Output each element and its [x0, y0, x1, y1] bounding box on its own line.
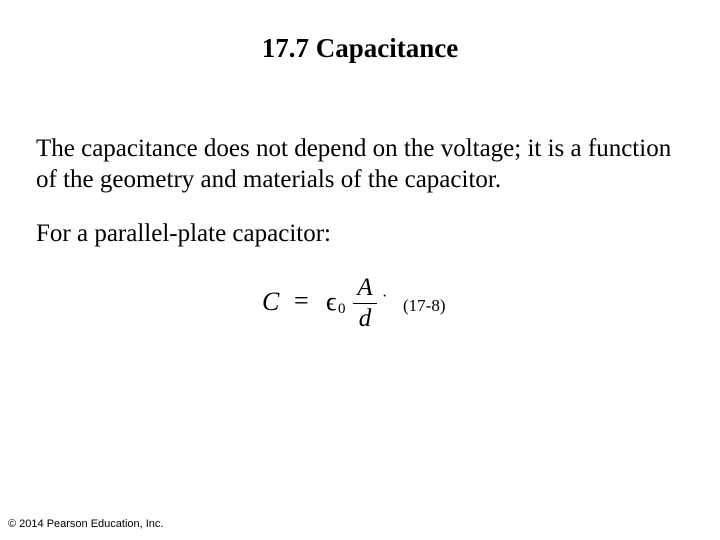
equation-numerator: A: [357, 274, 373, 301]
equation-denominator: d: [358, 305, 372, 332]
equation-lhs: C: [262, 287, 280, 316]
equation-equals: =: [294, 286, 309, 315]
parallel-plate-intro: For a parallel-plate capacitor:: [36, 220, 331, 247]
equation-trailing-dot: ·: [382, 288, 388, 305]
copyright-notice: © 2014 Pearson Education, Inc.: [8, 518, 164, 530]
equation-fraction-bar: [353, 303, 377, 304]
slide-title: 17.7 Capacitance: [261, 33, 459, 63]
equation-label: (17-8): [403, 296, 446, 315]
equation-permittivity-subscript: 0: [338, 301, 346, 317]
equation-permittivity: ϵ: [326, 287, 337, 316]
capacitance-description: The capacitance does not depend on the voltage; it is a function of the geometry and materials of the capacitor.: [36, 135, 672, 193]
